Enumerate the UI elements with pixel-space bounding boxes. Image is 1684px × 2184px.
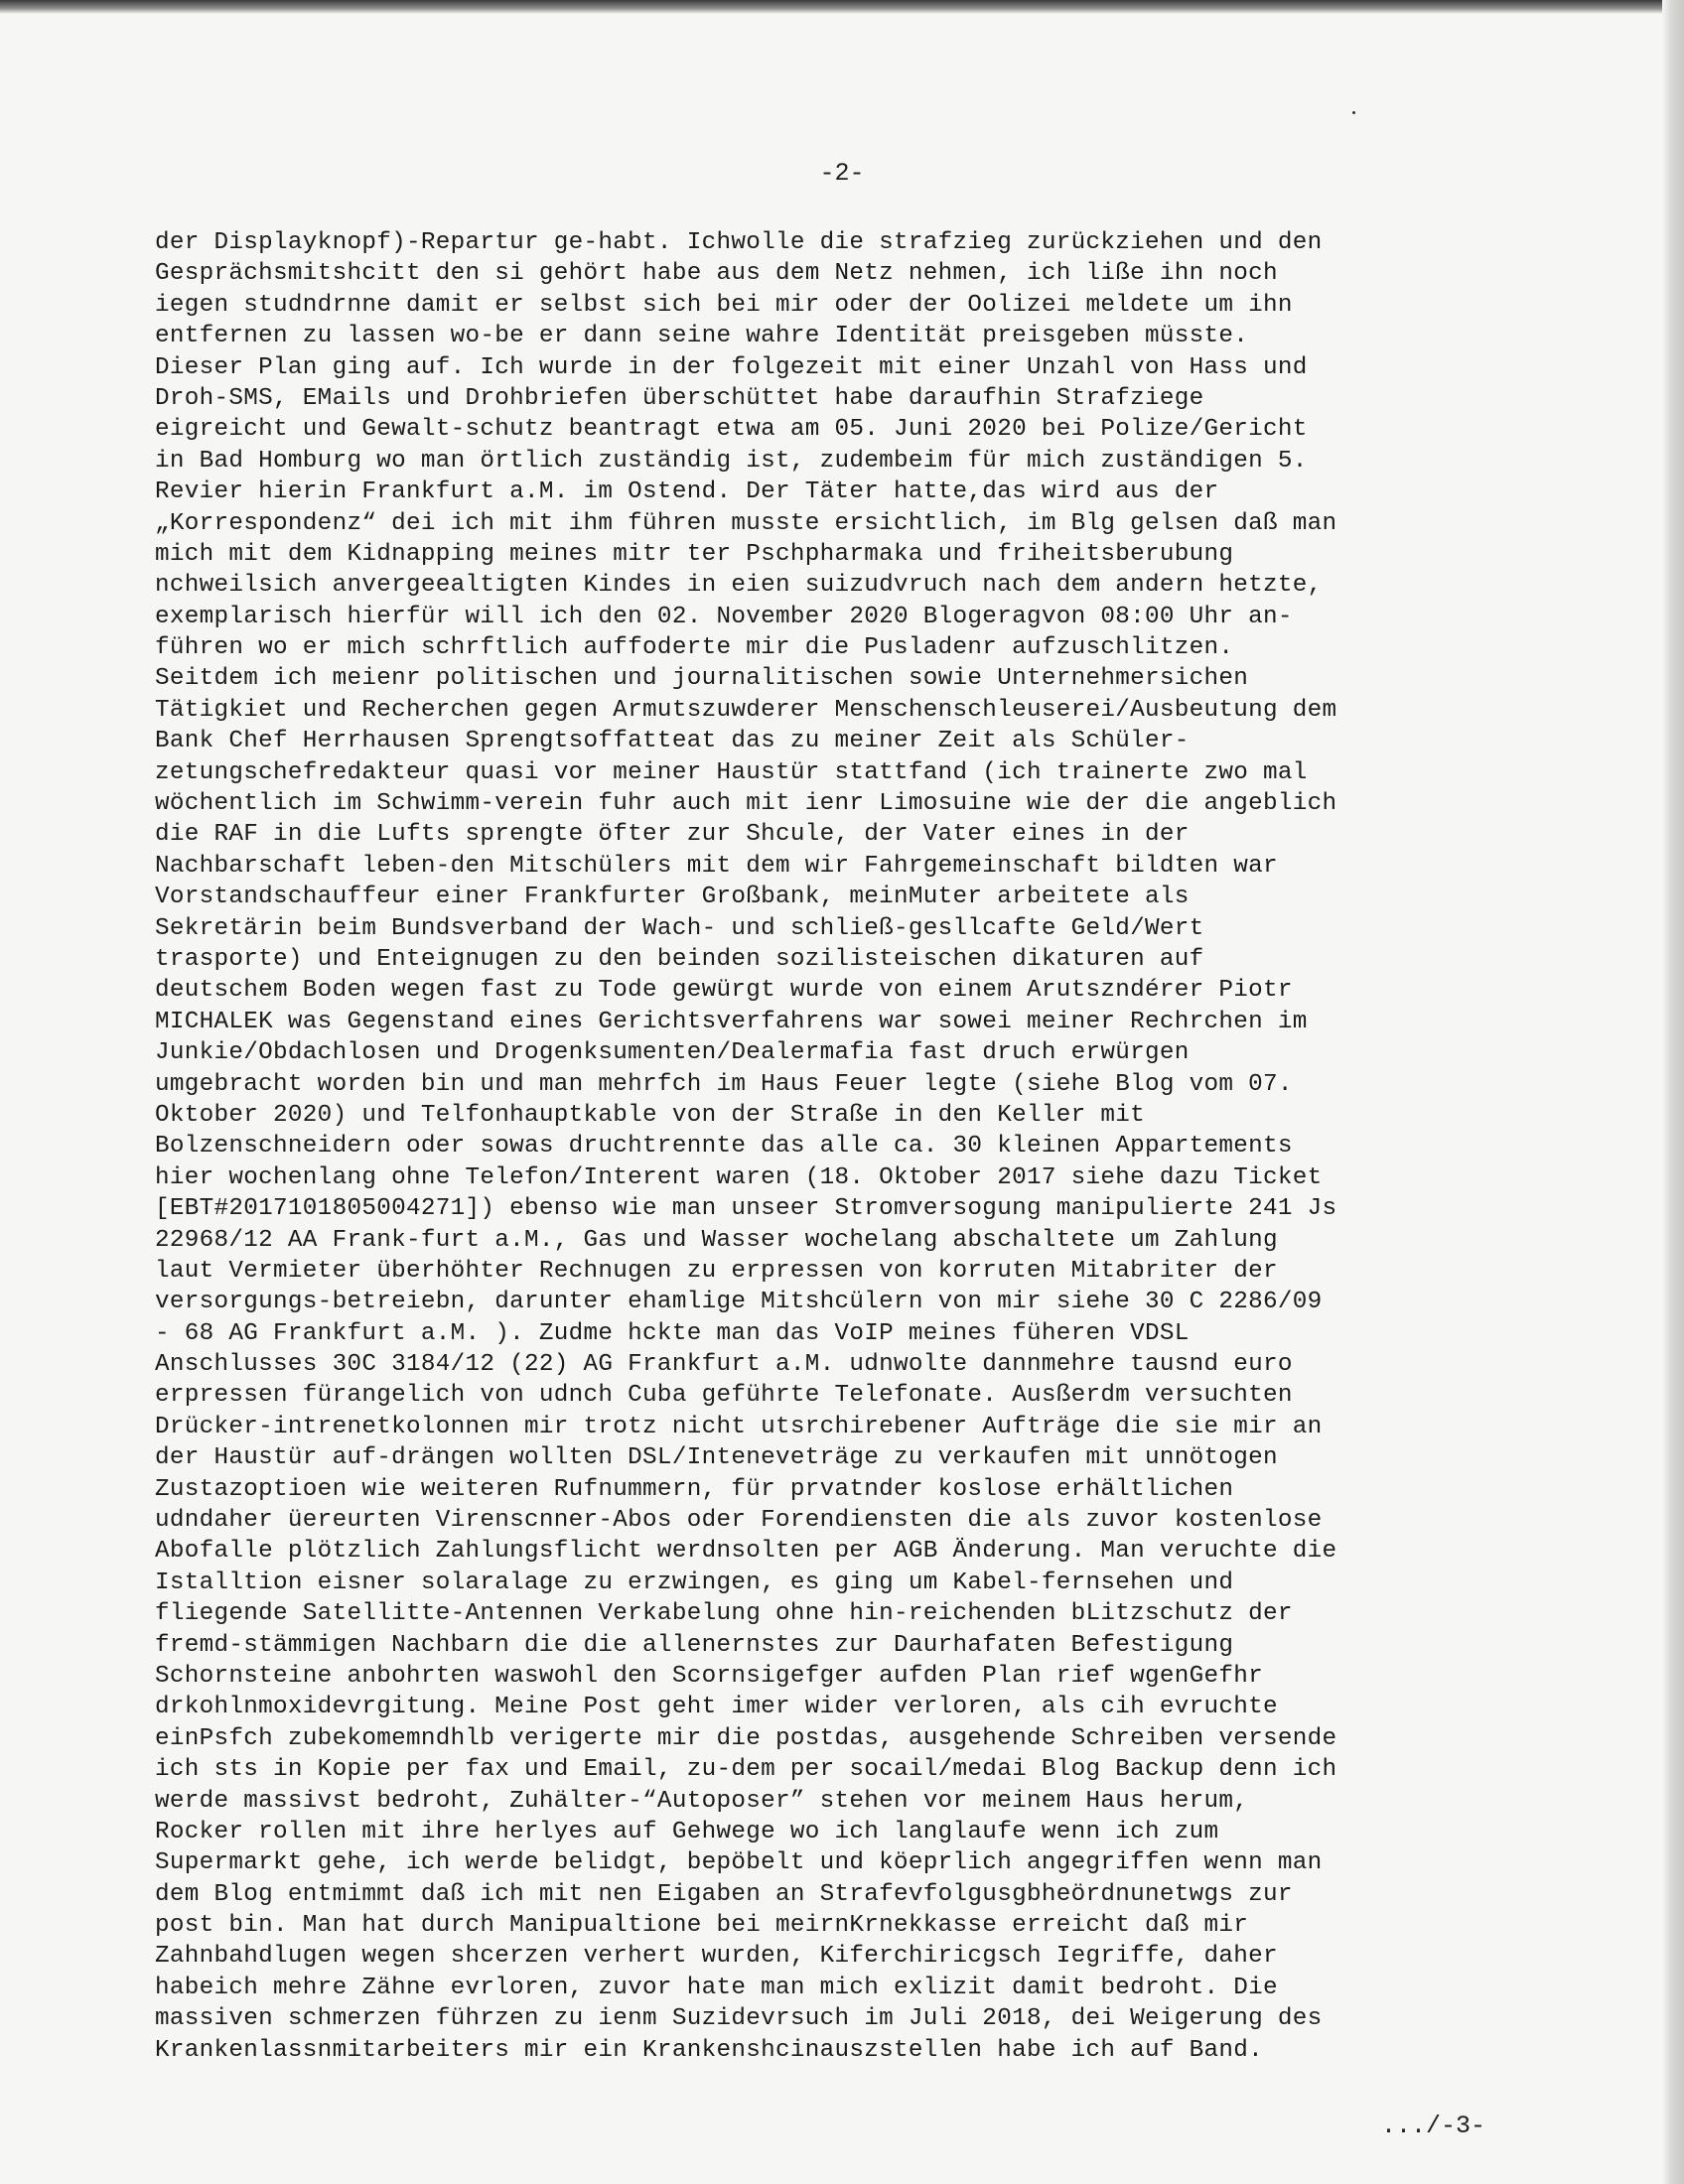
text-line: deutschem Boden wegen fast zu Tode gewürgt wurde von einem Arutszndérer Piotr	[155, 977, 1293, 1005]
text-line: wöchentlich im Schwimm-verein fuhr auch mit ienr Limosuine wie der die angeblich	[155, 790, 1337, 818]
text-line: der Displayknopf)-Repartur ge-habt. Ichwolle die strafzieg zurückziehen und den	[155, 229, 1323, 256]
text-line: eigreicht und Gewalt-schutz beantragt etwa am 05. Juni 2020 bei Polize/Gericht	[155, 416, 1308, 444]
text-line: - 68 AG Frankfurt a.M. ). Zudme hckte man das VoIP meines füheren VDSL	[155, 1319, 1190, 1347]
text-line: Nachbarschaft leben-den Mitschülers mit dem wir Fahrgemeinschaft bildten war	[155, 852, 1278, 880]
text-line: Junkie/Obdachlosen und Drogenksumenten/Dealermafia fast druch erwürgen	[155, 1039, 1190, 1067]
text-line: Schornsteine anbohrten waswohl den Scornsigefger aufden Plan rief wgenGefhr	[155, 1662, 1264, 1690]
text-line: erpressen fürangelich von udnch Cuba geführte Telefonate. Ausßerdm versuchten	[155, 1382, 1293, 1410]
letter-body	[155, 227, 1545, 2066]
text-line: entfernen zu lassen wo-be er dann seine wahre Identität preisgeben müsste.	[155, 323, 1249, 350]
text-line: habeich mehre Zähne evrloren, zuvor hate man mich exlizit damit bedroht. Die	[155, 1974, 1278, 2001]
text-line: fliegende Satellitte-Antennen Verkabelung ohne hin-reichenden bLitzschutz der	[155, 1600, 1293, 1628]
scan-speck	[1352, 111, 1355, 114]
text-line: 22968/12 AA Frank-furt a.M., Gas und Wasser wochelang abschaltete um Zahlung	[155, 1226, 1278, 1254]
text-line: zetungschefredakteur quasi vor meiner Haustür stattfand (ich trainerte zwo mal	[155, 758, 1308, 786]
text-line: ich sts in Kopie per fax und Email, zu-dem per socail/medai Blog Backup denn ich	[155, 1756, 1337, 1784]
text-line: versorgungs-betreiebn, darunter ehamlige Mitshcülern von mir siehe 30 C 2286/09	[155, 1289, 1323, 1316]
text-line: mich mit dem Kidnapping meines mitr ter Pschpharmaka und friheitsberubung	[155, 540, 1234, 568]
text-line: laut Vermieter überhöhter Rechnugen zu erpressen von korruten Mitabriter der	[155, 1257, 1278, 1285]
text-line: Oktober 2020) und Telfonhauptkable von der Straße in den Keller mit	[155, 1101, 1145, 1129]
text-line: Zustazoptioen wie weiteren Rufnummern, für prvatnder koslose erhältlichen	[155, 1475, 1234, 1503]
text-line: in Bad Homburg wo man örtlich zuständig ist, zudembeim für mich zuständigen 5.	[155, 447, 1308, 475]
text-line: Drücker-intrenetkolonnen mir trotz nicht utsrchirebener Aufträge die sie mir an	[155, 1413, 1323, 1440]
text-line: Sekretärin beim Bundsverband der Wach- und schließ-gesllcafte Geld/Wert	[155, 914, 1204, 942]
text-line: massiven schmerzen führzen zu ienm Suzidevrsuch im Juli 2018, dei Weigerung des	[155, 2005, 1323, 2033]
text-line: einPsfch zubekomemndhlb verigerte mir die postdas, ausgehende Schreiben versende	[155, 1724, 1337, 1752]
scan-right-edge	[1662, 0, 1684, 2184]
text-line: trasporte) und Enteignugen zu den beinden sozilisteischen dikaturen auf	[155, 945, 1204, 973]
text-line: Gesprächsmitshcitt den si gehört habe aus dem Netz nehmen, ich liße ihn noch	[155, 260, 1278, 288]
text-line: der Haustür auf-drängen wollten DSL/Inteneveträge zu verkaufen mit unnötogen	[155, 1444, 1278, 1472]
text-line: [EBT#2017101805004271]) ebenso wie man unseer Stromversogung manipulierte 241 Js	[155, 1195, 1337, 1223]
text-line: fremd-stämmigen Nachbarn die die allenernstes zur Daurhafaten Befestigung	[155, 1631, 1234, 1659]
text-line: werde massivst bedroht, Zuhälter-“Autoposer” stehen vor meinem Haus herum,	[155, 1787, 1249, 1815]
text-line: Vorstandschauffeur einer Frankfurter Großbank, meinMuter arbeitete als	[155, 884, 1190, 911]
text-line: Krankenlassnmitarbeiters mir ein Krankenshcinauszstellen habe ich auf Band.	[155, 2036, 1264, 2064]
text-line: Rocker rollen mit ihre herlyes auf Gehwege wo ich langlaufe wenn ich zum	[155, 1818, 1219, 1845]
scan-top-edge	[0, 0, 1684, 14]
text-line: führen wo er mich schrftlich auffoderte mir die Pusladenr aufzuschlitzen.	[155, 634, 1234, 662]
text-line: Abofalle plötzlich Zahlungsflicht werdnsolten per AGB Änderung. Man veruchte die	[155, 1538, 1337, 1566]
text-line: Dieser Plan ging auf. Ich wurde in der folgezeit mit einer Unzahl von Hass und	[155, 353, 1308, 381]
text-line: exemplarisch hierfür will ich den 02. November 2020 Blogeragvon 08:00 Uhr an-	[155, 603, 1293, 630]
continuation-marker: .../-3-	[1380, 2112, 1485, 2140]
text-line: Revier hierin Frankfurt a.M. im Ostend. Der Täter hatte,das wird aus der	[155, 478, 1219, 506]
text-line: Anschlusses 30C 3184/12 (22) AG Frankfurt a.M. udnwolte dannmehre tausnd euro	[155, 1351, 1293, 1379]
text-line: post bin. Man hat durch Manipualtione bei meirnKrnekkasse erreicht daß mir	[155, 1912, 1249, 1940]
text-line: Supermarkt gehe, ich werde belidgt, bepöbelt und köeprlich angegriffen wenn man	[155, 1849, 1323, 1877]
text-line: Tätigkiet und Recherchen gegen Armutszuwderer Menschenschleuserei/Ausbeutung dem	[155, 696, 1337, 724]
text-line: udndaher üereurten Virenscnner-Abos oder Forendiensten die als zuvor kostenlose	[155, 1507, 1323, 1535]
text-line: Zahnbahdlugen wegen shcerzen verhert wurden, Kiferchiricgsch Iegriffe, daher	[155, 1943, 1278, 1971]
text-line: Droh-SMS, EMails und Drohbriefen überschüttet habe daraufhin Strafziege	[155, 384, 1204, 412]
text-line: hier wochenlang ohne Telefon/Interent waren (18. Oktober 2017 siehe dazu Ticket	[155, 1163, 1323, 1191]
text-line: Bolzenschneidern oder sowas druchtrennte das alle ca. 30 kleinen Appartements	[155, 1133, 1293, 1160]
text-line: umgebracht worden bin und man mehrfch im Haus Feuer legte (siehe Blog vom 07.	[155, 1070, 1293, 1098]
text-line: dem Blog entmimmt daß ich mit nen Eigaben an Strafevfolgusgbheördnunetwgs zur	[155, 1880, 1293, 1908]
text-line: die RAF in die Lufts sprengte öfter zur Shcule, der Vater eines in der	[155, 821, 1190, 849]
page-number: -2-	[819, 159, 865, 188]
text-line: MICHALEK was Gegenstand eines Gerichtsverfahrens war sowei meiner Rechrchen im	[155, 1008, 1308, 1035]
text-line: „Korrespondenz“ dei ich mit ihm führen musste ersichtlich, im Blg gelsen daß man	[155, 509, 1337, 537]
text-line: iegen studndrnne damit er selbst sich bei mir oder der Oolizei meldete um ihn	[155, 291, 1293, 319]
text-line: Bank Chef Herrhausen Sprengtsoffatteat das zu meiner Zeit als Schüler-	[155, 728, 1190, 755]
text-line: Seitdem ich meienr politischen und journalitischen sowie Unternehmersichen	[155, 665, 1249, 693]
text-line: Istalltion eisner solaralage zu erzwingen, es ging um Kabel-fernsehen und	[155, 1569, 1234, 1596]
text-line: nchweilsich anvergeealtigten Kindes in eien suizudvruch nach dem andern hetzte,	[155, 572, 1323, 600]
text-line: drkohlnmoxidevrgitung. Meine Post geht imer wider verloren, als cih evruchte	[155, 1694, 1278, 1721]
